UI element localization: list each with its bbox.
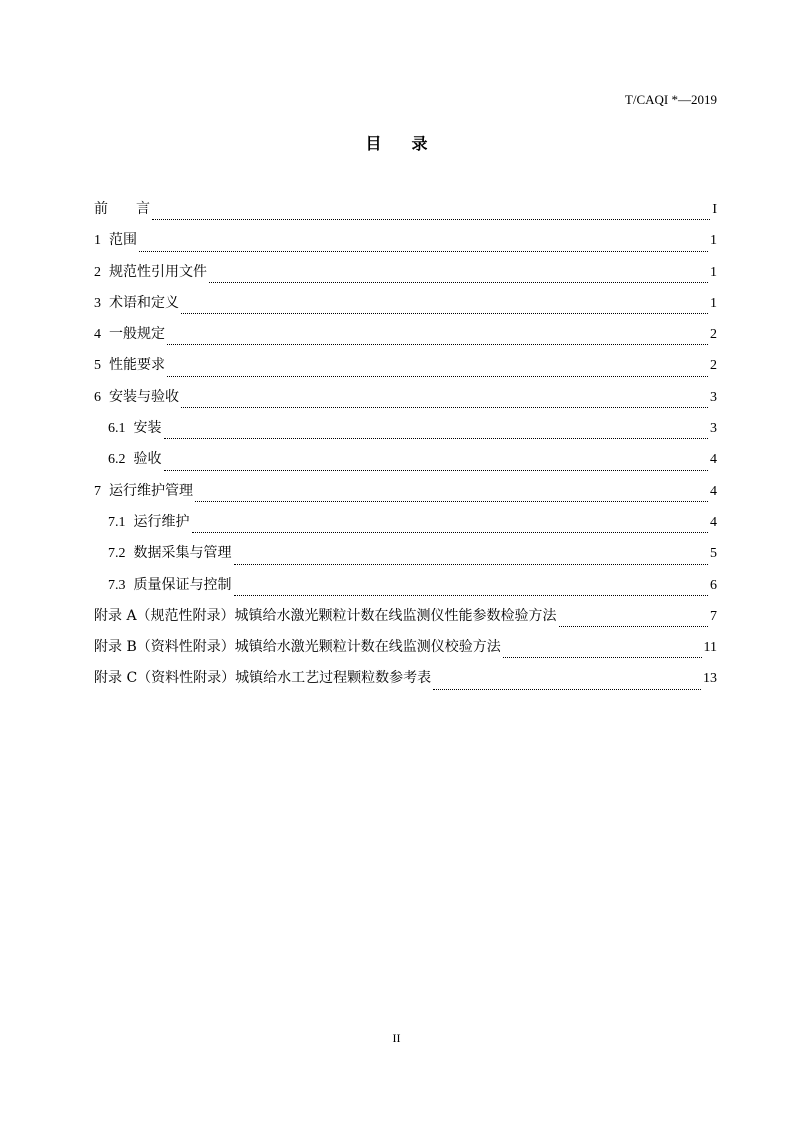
toc-entry-6-1[interactable] — [94, 418, 717, 449]
toc-leader-dots — [503, 656, 702, 658]
toc-entry-page: I — [712, 202, 717, 217]
toc-entry-6[interactable] — [94, 387, 717, 418]
toc-entry-preface[interactable] — [94, 199, 717, 230]
toc-entry-appendix-c[interactable] — [94, 668, 717, 699]
toc-entry-number: 6.1 — [108, 421, 126, 437]
toc-entry-page: 11 — [703, 640, 717, 656]
toc-entry-page: 6 — [710, 577, 717, 593]
toc-entry-7-3[interactable] — [94, 575, 717, 606]
page-title — [0, 131, 793, 154]
toc-entry-number: 1 — [94, 233, 101, 249]
toc-leader-dots — [181, 312, 708, 314]
toc-entry-number: 3 — [94, 295, 101, 311]
table-of-contents — [94, 199, 717, 700]
toc-entry-label: 附录 B（资料性附录）城镇给水激光颗粒计数在线监测仪校验方法 — [94, 639, 501, 656]
toc-leader-dots — [167, 343, 708, 345]
toc-entry-label: 安装与验收 — [109, 388, 179, 405]
toc-entry-label: 范围 — [109, 232, 137, 249]
toc-entry-page: 1 — [710, 233, 717, 249]
toc-entry-page: 2 — [710, 358, 717, 374]
toc-entry-page: 1 — [710, 264, 717, 280]
toc-entry-5[interactable] — [94, 355, 717, 386]
toc-entry-number: 6.2 — [108, 452, 126, 468]
toc-entry-number: 7.1 — [108, 514, 126, 530]
toc-leader-dots — [181, 406, 708, 408]
toc-entry-label: 术语和定义 — [109, 294, 179, 311]
toc-entry-appendix-b[interactable] — [94, 637, 717, 668]
toc-entry-7-2[interactable] — [94, 543, 717, 574]
toc-entry-label: 性能要求 — [109, 357, 165, 374]
toc-entry-7[interactable] — [94, 481, 717, 512]
toc-entry-number: 7.2 — [108, 546, 126, 562]
toc-entry-number: 5 — [94, 358, 101, 374]
toc-entry-number: 2 — [94, 264, 101, 280]
toc-entry-number: 6 — [94, 389, 101, 405]
toc-entry-page: 5 — [710, 546, 717, 562]
toc-entry-label: 运行维护管理 — [109, 482, 193, 499]
toc-entry-label: 安装 — [133, 420, 162, 437]
document-code: T/CAQI *—2019 — [624, 92, 717, 107]
toc-leader-dots — [192, 531, 709, 533]
toc-entry-label: 附录 A（规范性附录）城镇给水激光颗粒计数在线监测仪性能参数检验方法 — [94, 607, 557, 624]
toc-entry-label: 一般规定 — [109, 326, 165, 343]
title-char-2: 录 — [411, 134, 428, 153]
toc-entry-7-1[interactable] — [94, 512, 717, 543]
toc-leader-dots — [152, 218, 710, 220]
toc-leader-dots — [559, 625, 708, 627]
page-number: II — [392, 1031, 401, 1045]
toc-entry-page: 13 — [703, 671, 717, 687]
toc-entry-page: 2 — [710, 327, 717, 343]
toc-leader-dots — [234, 594, 709, 596]
toc-entry-number: 7.3 — [108, 577, 126, 593]
toc-entry-number: 7 — [94, 483, 101, 499]
toc-entry-label: 质量保证与控制 — [133, 576, 232, 593]
toc-leader-dots — [234, 563, 709, 565]
toc-entry-number: 4 — [94, 327, 101, 343]
toc-entry-label: 运行维护 — [133, 513, 190, 530]
toc-entry-1[interactable] — [94, 230, 717, 261]
toc-entry-2[interactable] — [94, 262, 717, 293]
toc-entry-4[interactable] — [94, 324, 717, 355]
toc-entry-3[interactable] — [94, 293, 717, 324]
toc-leader-dots — [164, 469, 709, 471]
toc-leader-dots — [433, 688, 701, 690]
toc-entry-page: 4 — [710, 452, 717, 468]
toc-entry-label: 验收 — [133, 451, 162, 468]
toc-entry-label: 规范性引用文件 — [109, 263, 207, 280]
toc-entry-6-2[interactable] — [94, 449, 717, 480]
toc-leader-dots — [139, 250, 708, 252]
toc-leader-dots — [167, 375, 708, 377]
toc-entry-label: 附录 C（资料性附录）城镇给水工艺过程颗粒数参考表 — [94, 670, 432, 687]
toc-entry-page: 1 — [710, 295, 717, 311]
toc-entry-page: 3 — [710, 421, 717, 437]
toc-entry-page: 7 — [710, 608, 717, 624]
title-char-1: 目 — [365, 134, 382, 153]
toc-leader-dots — [209, 281, 708, 283]
toc-entry-page: 4 — [710, 514, 717, 530]
toc-leader-dots — [164, 437, 709, 439]
toc-entry-label: 前 言 — [94, 201, 150, 217]
toc-entry-page: 4 — [710, 483, 717, 499]
toc-entry-appendix-a[interactable] — [94, 606, 717, 637]
toc-entry-page: 3 — [710, 389, 717, 405]
toc-leader-dots — [195, 500, 708, 502]
toc-entry-label: 数据采集与管理 — [133, 545, 232, 562]
